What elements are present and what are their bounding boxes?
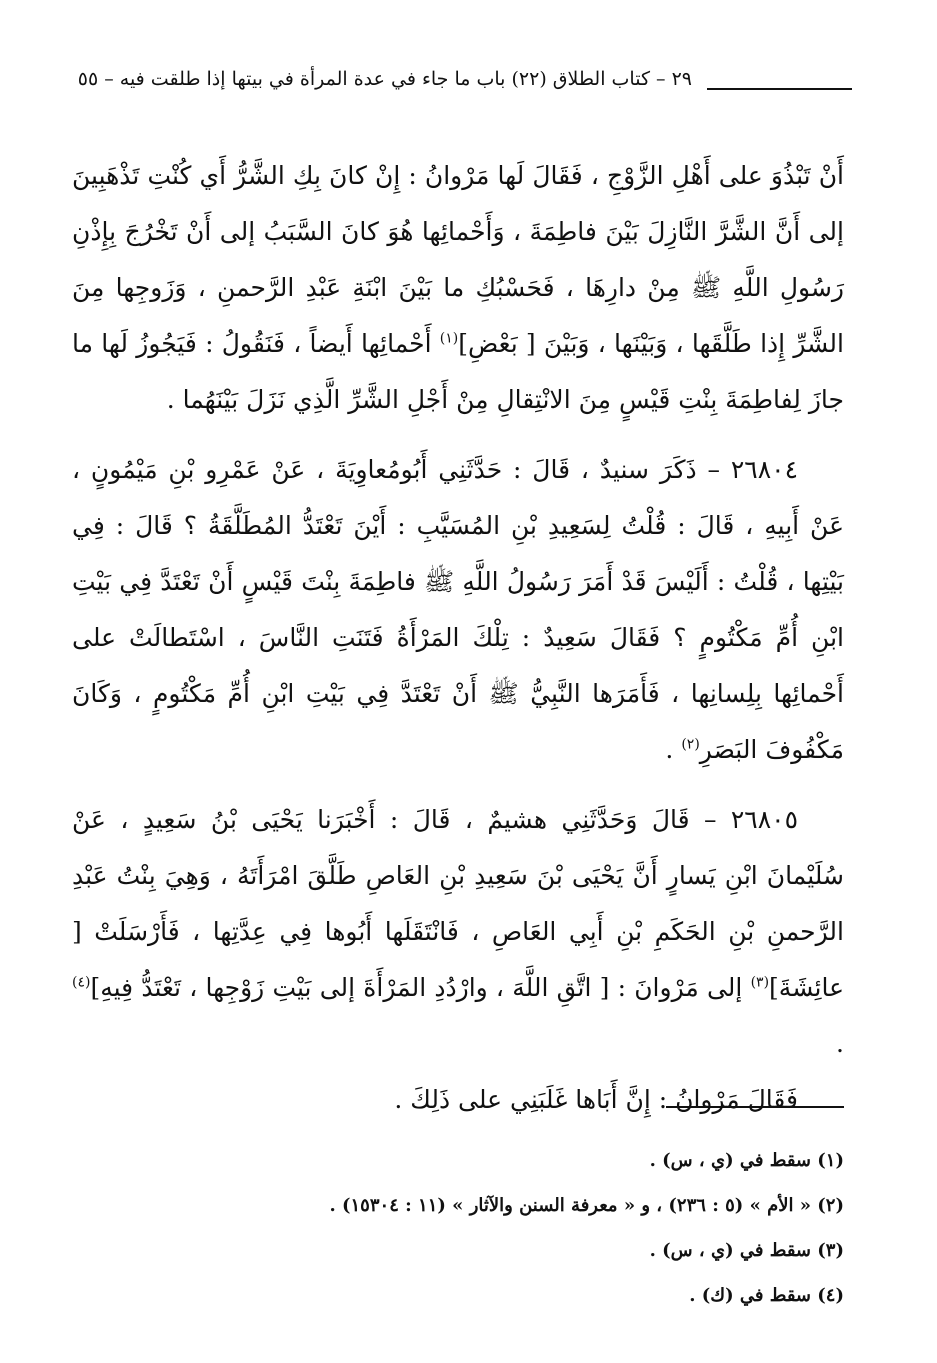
header-rule xyxy=(707,88,852,90)
footnote-separator xyxy=(666,1106,844,1108)
hadith-26804-tail: . xyxy=(665,735,682,764)
footnote-ref-2: (٢) xyxy=(681,736,700,753)
paragraph-4-text: فَقَالَ مَرْوانُ : إِنَّ أَبَاها غَلَبَنِي على ذَلِكَ . xyxy=(394,1085,798,1114)
footnote-1: (١) سقط في (ي ، س) . xyxy=(649,1150,844,1171)
running-header xyxy=(72,64,852,104)
footnote-ref-4: (٤) xyxy=(72,974,91,991)
footnotes xyxy=(144,1138,844,1318)
hadith-26805-tail: . xyxy=(836,1029,844,1058)
footnote-3: (٣) سقط في (ي ، س) . xyxy=(649,1240,844,1261)
footnote-2: (٢) « الأم » (٥ : ٢٣٦) ، و « معرفة السنن والآثار » (١١ : ١٥٣٠٤) . xyxy=(329,1195,844,1216)
hadith-26805 xyxy=(72,792,844,1072)
running-title: ٢٩ – كتاب الطلاق (٢٢) باب ما جاء في عدة المرأة في بيتها إذا طلقت فيه – ٥٥ xyxy=(77,68,692,90)
paragraph-1 xyxy=(72,148,844,428)
hadith-26804 xyxy=(72,442,844,778)
footnote-4: (٤) سقط في (ك) . xyxy=(689,1285,844,1306)
paragraph-1-text: أَنْ تَبْذُوَ على أَهْلِ الزَّوْجِ ، فَقَالَ لَها مَرْوانُ : إِنْ كانَ بِكِ الشَّرُّ أَي كُنْتِ تَذْهَبِينَ إلى أَنَّ الشَّرَّ النَّازِلَ بَيْنَ فاطِمَةَ ، وَأَحْمائِها هُوَ كانَ السَّبَبُ إلى أَنْ تَخْرُجَ بِإِذْنِ رَسُولِ اللَّهِ ﷺ مِنْ دارِهَا ، فَحَسْبُكِ ما بَيْنَ ابْنَةِ عَبْدِ الرَّحمنِ ، وَزَوجِها مِنَ الشَّرِّ إِذا طَلَّقَها ، وَبَيْنَها ، وَبَيْنَ [ بَعْضِ] xyxy=(72,161,844,358)
paragraph-1-tail: أَحْمائِها أَيضاً ، فَنَقُولُ : فَيَجُوزُ لَها ما جازَ لِفاطِمَةَ بِنْتِ قَيْسٍ مِنَ الانْتِقالِ مِنْ أَجْلِ الشَّرِّ الَّذِي نَزَلَ بَيْنَهُما . xyxy=(72,329,844,414)
main-text xyxy=(72,148,844,1128)
paragraph-4 xyxy=(72,1072,844,1128)
hadith-26804-text: ٢٦٨٠٤ – ذَكَرَ سنيدٌ ، قَالَ : حَدَّثَنِي أَبُومُعاوِيَةَ ، عَنْ عَمْرِو بْنِ مَيْمُونٍ ، عَنْ أَبِيهِ ، قَالَ : قُلْتُ لِسَعِيدِ بْنِ المُسَيَّبِ : أَيْنَ تَعْتَدُّ المُطَلَّقَةُ ؟ قَالَ : فِي بَيْتِها ، قُلْتُ : أَلَيْسَ قَدْ أَمَرَ رَسُولُ اللَّهِ ﷺ فاطِمَةَ بِنْتَ قَيْسٍ أَنْ تَعْتَدَّ فِي بَيْتِ ابْنِ أُمِّ مَكْتُومٍ ؟ فَقَالَ سَعِيدٌ : تِلْكَ المَرْأَةُ فَتَنَتِ النَّاسَ ، اسْتَطالَتْ على أَحْمائِها بِلِسانِها ، فَأَمَرَها النَّبِيُّ ﷺ أَنْ تَعْتَدَّ فِي بَيْتِ ابْنِ أُمِّ مَكْتُومٍ ، وَكَانَ مَكْفُوفَ البَصَرِ xyxy=(72,455,844,764)
footnote-ref-1: (١) xyxy=(439,330,459,347)
footnote-ref-3: (٣) xyxy=(750,974,770,991)
hadith-26805-mid: إلى مَرْوانَ : [ اتَّقِ اللَّهَ ، وارْدُدِ المَرْأَةَ إلى بَيْتِ زَوْجِها ، تَعْتَدُّ فِيهِ] xyxy=(90,973,751,1002)
hadith-26805-text: ٢٦٨٠٥ – قَالَ وَحَدَّثَنِي هشيمٌ ، قَالَ : أَخْبَرَنا يَحْيَى بْنُ سَعِيدٍ ، عَنْ سُلَيْمانَ ابْنِ يَسارٍ أَنَّ يَحْيَى بْنَ سَعِيدِ بْنِ العَاصِ طَلَّقَ امْرَأَتَهُ ، وَهِيَ بِنْتُ عَبْدِ الرَّحمنِ بْنِ الحَكَمِ بْنِ أَبِي العَاصِ ، فَانْتَقَلَها أَبُوها فِي عِدَّتِها ، فَأَرْسَلَتْ [ عائِشَةَ] xyxy=(72,805,844,1002)
